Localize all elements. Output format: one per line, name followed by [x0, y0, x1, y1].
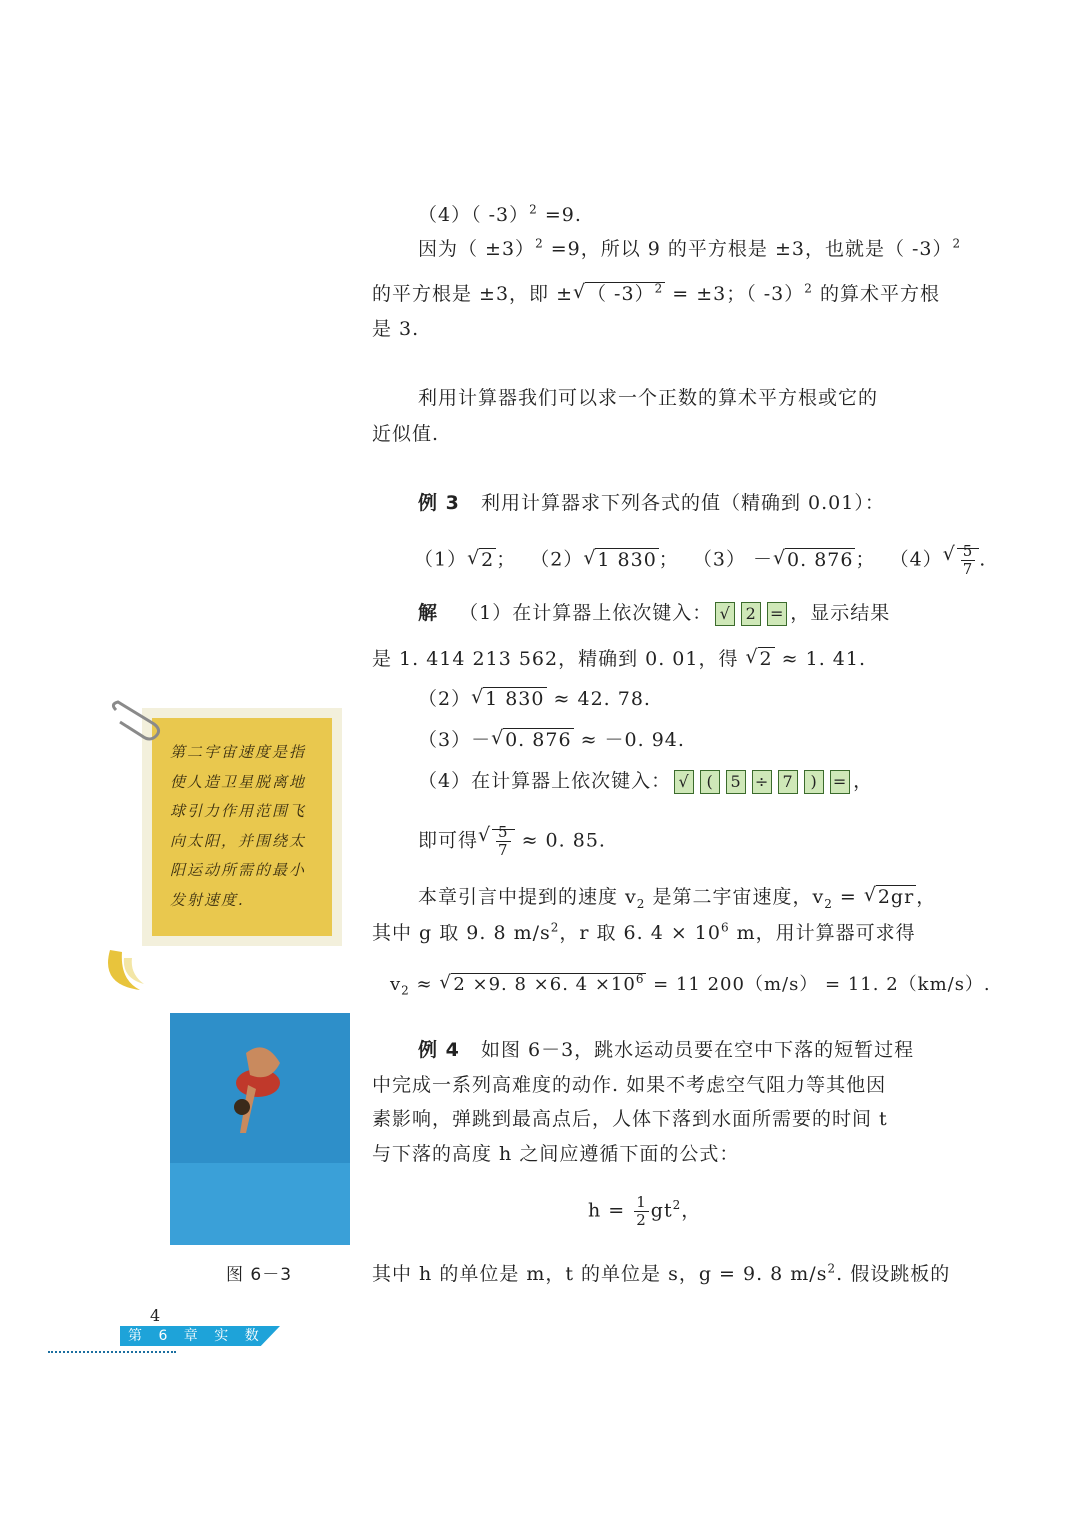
line: （4）（ -3）$^2$ =9.: [418, 202, 582, 226]
solution-line-2: 是 1. 414 213 562，精确到 0. 01，得 √ 2 ≈ 1. 41.: [372, 646, 866, 672]
example-4-line: 例 4 如图 6－3，跳水运动员要在空中下落的短暂过程: [418, 1039, 915, 1061]
diver-figure-icon: [170, 1013, 350, 1245]
line: 因为（ ±3）$^2$ =9，所以 9 的平方根是 ±3，也就是（ -3）$^2$: [418, 236, 962, 260]
line: 本章引言中提到的速度 $v_2$ 是第二宇宙速度，$v_2$ = √ 2gr ，: [418, 884, 936, 910]
line: 其中 g 取 9. 8 $m/s^2$，r 取 6. $4 \times 10^6$ m，用计算器可求得: [372, 920, 916, 944]
sqrt-key: √: [674, 770, 694, 794]
solution-line-6: 即可得 √ $\frac{5}{7}$ ≈ 0. 85.: [418, 824, 606, 859]
paperclip-icon: [108, 700, 168, 750]
solution-line-3: （2）√ 1 830 ≈ 42. 78.: [418, 686, 651, 712]
footer-dotted-rule: [48, 1351, 176, 1353]
line: 中完成一系列高难度的动作. 如果不考虑空气阻力等其他因: [372, 1074, 887, 1096]
side-note: [152, 718, 332, 936]
velocity-equation: $v_2$ ≈ √ 2 ×9. 8 ×6. $4 \times 10^6 = 11$ 200（m/s） = 11. 2（km/s）.: [390, 972, 991, 998]
divide-key: ÷: [752, 770, 772, 794]
line: 利用计算器我们可以求一个正数的算术平方根或它的: [418, 387, 879, 409]
line: 与下落的高度 h 之间应遵循下面的公式：: [372, 1143, 740, 1165]
line: 其中 h 的单位是 m，t 的单位是 s，g = 9. 8 $m/s^2$. 假设跳板的: [372, 1261, 951, 1285]
line: 的平方根是 ±3，即 ±√ （ -3）$^2$ = ±3；（ -3）$^2$ 的算术平方根: [372, 281, 940, 307]
figure-caption: 图 6－3: [226, 1265, 293, 1285]
diver-photo: [170, 1013, 350, 1245]
fall-formula: h = $\frac{1}{2}$ $gt^2$，: [588, 1193, 702, 1229]
sqrt-expression: √ （ -3）$^2$: [573, 281, 665, 307]
example-3-heading: 例 3 利用计算器求下列各式的值（精确到 0.01）：: [418, 492, 885, 514]
line: 素影响，弹跳到最高点后，人体下落到水面所需要的时间 t: [372, 1108, 888, 1130]
equals-key: =: [830, 770, 850, 794]
sqrt-key: √: [715, 602, 735, 626]
crescent-decoration-icon: [100, 940, 160, 1000]
line: 近似值.: [372, 423, 440, 445]
solution-line-5: （4）在计算器上依次键入： √ ( 5 ÷ 7 ) = ，: [418, 770, 874, 792]
chapter-title: 第 6 章 实 数: [128, 1328, 265, 1344]
line: 是 3.: [372, 318, 420, 340]
equals-key: =: [767, 602, 787, 626]
solution-line-1: 解 （1）在计算器上依次键入： √ 2 = ，显示结果: [418, 602, 891, 624]
key-2: 2: [741, 602, 761, 626]
page-number: 4: [150, 1306, 162, 1325]
right-paren-key: ): [804, 770, 824, 794]
left-paren-key: (: [700, 770, 720, 794]
key-5: 5: [726, 770, 746, 794]
example-3-items: （1）√ 2 ； （2）√ 1 830 ； （3） －√ 0. 876 ； （4） √ $\frac{5}{7}$ .: [414, 543, 986, 578]
side-note-text: 第二宇宙速度是指使人造卫星脱离地球引力作用范围飞向太阳，并围绕太阳运动所需的最小发射速度.: [170, 743, 307, 909]
key-7: 7: [778, 770, 798, 794]
solution-line-4: （3）－√ 0. 876 ≈ －0. 94.: [418, 727, 685, 753]
